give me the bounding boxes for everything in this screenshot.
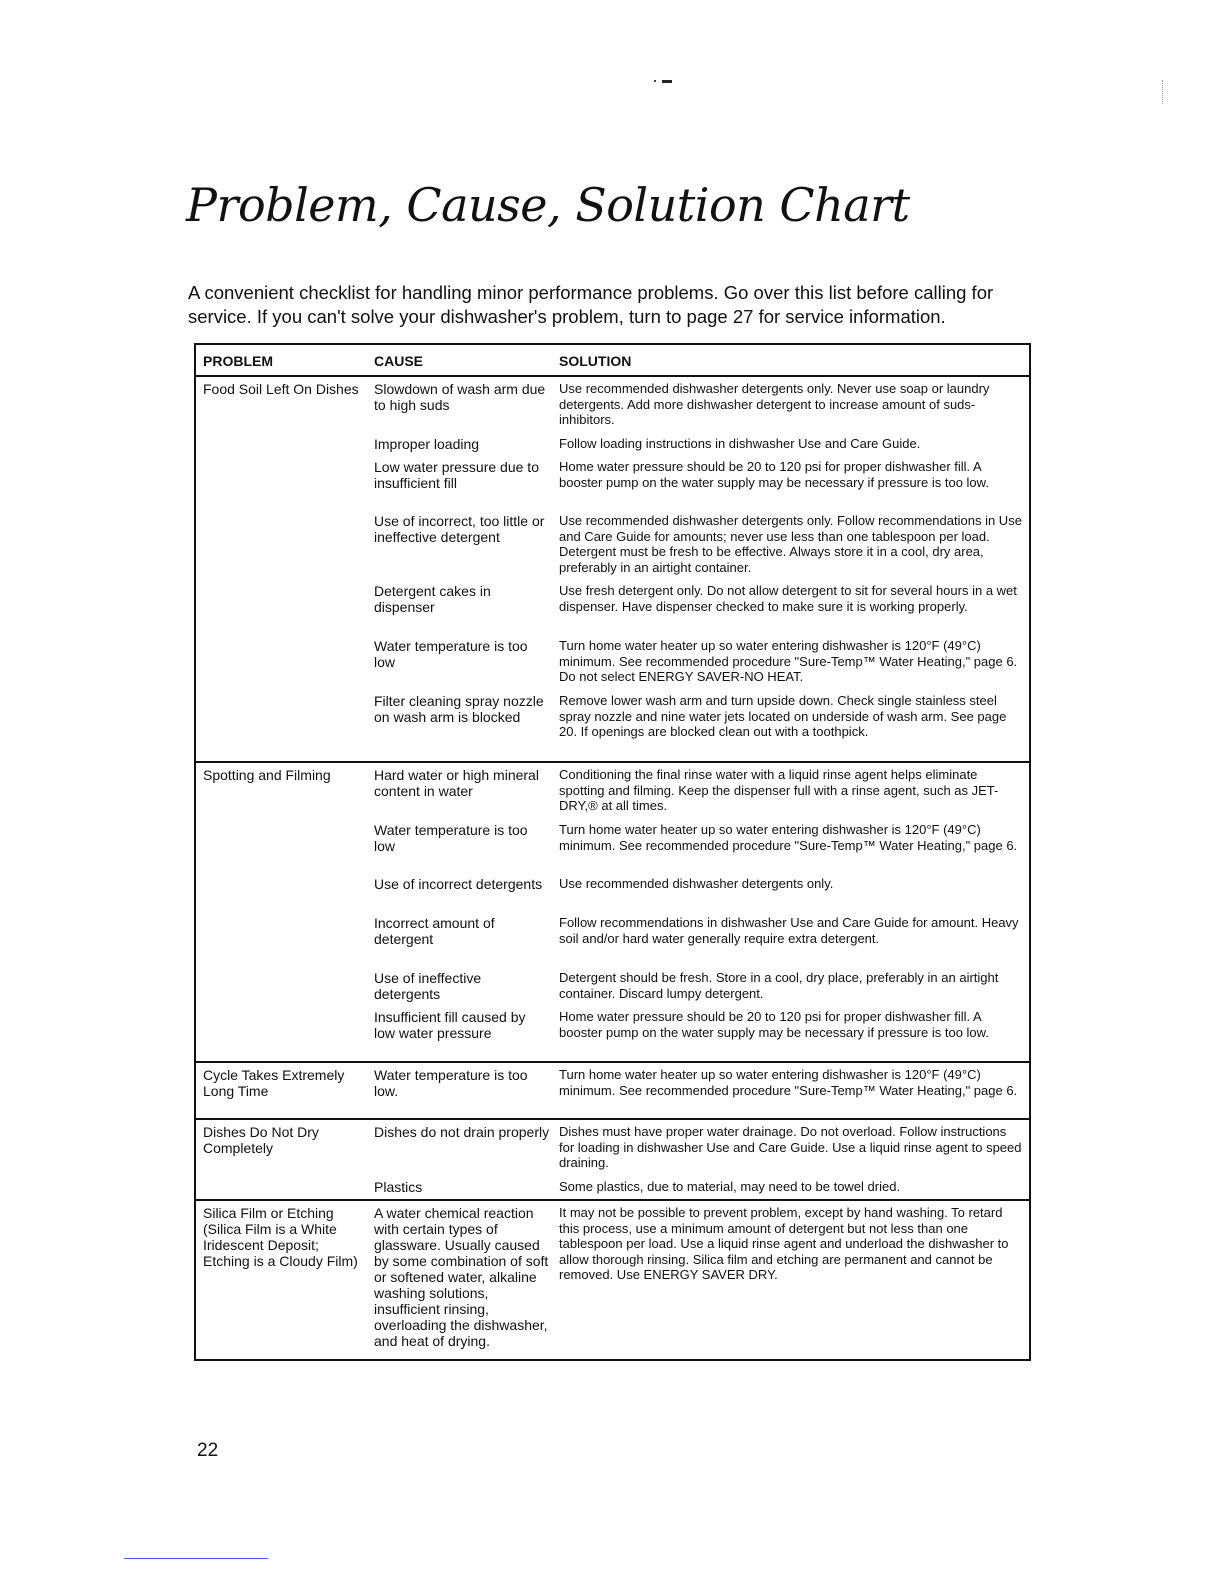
table-row xyxy=(369,436,1029,459)
solution-cell: It may not be possible to prevent problem, except by hand washing. To retard this process, use a minimum amount of detergent but not less than one tablespoon per load. Use a liquid rinse agent and underload the dishwasher to allow thorough rinsing. Silica film and etching are permanent and cannot be removed. Use ENERGY SAVER DRY. xyxy=(559,1205,1009,1282)
table-row xyxy=(369,377,1029,436)
cause-cell: Hard water or high mineral content in water xyxy=(374,767,539,799)
scan-mark xyxy=(662,80,672,83)
solution-cell: Turn home water heater up so water entering dishwasher is 120°F (49°C) minimum. See recommended procedure "Sure-Temp™ Water Heating," page 6. Do not select ENERGY SAVER-NO HEAT. xyxy=(559,638,1018,684)
cause-cell: Slowdown of wash arm due to high suds xyxy=(374,381,546,413)
solution-cell: Turn home water heater up so water entering dishwasher is 120°F (49°C) minimum. See recommended procedure "Sure-Temp™ Water Heating," page 6. xyxy=(559,1067,1018,1098)
solution-cell: Home water pressure should be 20 to 120 psi for proper dishwasher fill. A booster pump on the water supply may be necessary if pressure is too low. xyxy=(559,1009,989,1040)
table-row xyxy=(369,583,1029,638)
cause-cell: Plastics xyxy=(374,1179,423,1195)
cause-cell: Water temperature is too low xyxy=(374,638,528,670)
cause-cell: Incorrect amount of detergent xyxy=(374,915,495,947)
problem-cell: Dishes Do Not Dry Completely xyxy=(203,1124,319,1156)
cause-cell: Water temperature is too low xyxy=(374,822,528,854)
cause-cell: Dishes do not drain properly xyxy=(374,1124,550,1140)
footer-rule xyxy=(124,1558,268,1559)
solution-cell: Follow loading instructions in dishwasher Use and Care Guide. xyxy=(559,436,921,451)
header-solution: SOLUTION xyxy=(559,353,632,369)
solution-cell: Use fresh detergent only. Do not allow detergent to sit for several hours in a wet dispenser. Have dispenser checked to make sure it is working properly. xyxy=(559,583,1017,614)
problem-cell: Food Soil Left On Dishes xyxy=(203,381,359,397)
page-number: 22 xyxy=(197,1440,219,1461)
header-cause: CAUSE xyxy=(374,353,424,369)
solution-cell: Remove lower wash arm and turn upside down. Check single stainless steel spray nozzle and nine water jets located on underside of wash arm. See page 20. If openings are blocked clean out with a toothpick. xyxy=(559,693,1007,739)
solution-cell: Detergent should be fresh. Store in a cool, dry place, preferably in an airtight container. Discard lumpy detergent. xyxy=(559,970,999,1001)
table-row xyxy=(369,1201,1029,1349)
problem-cause-solution-table xyxy=(194,343,1031,1361)
cause-cell: Improper loading xyxy=(374,436,480,452)
table-section xyxy=(196,763,1029,1063)
cause-cell: Filter cleaning spray nozzle on wash arm is blocked xyxy=(374,693,544,725)
edge-marks xyxy=(1162,80,1164,104)
problem-cell: Cycle Takes Extremely Long Time xyxy=(203,1067,345,1099)
table-row xyxy=(369,763,1029,822)
cause-cell: Use of ineffective detergents xyxy=(374,970,482,1002)
problem-cell: Silica Film or Etching (Silica Film is a White Iridescent Deposit; Etching is a Cloudy Film) xyxy=(203,1205,358,1269)
solution-cell: Follow recommendations in dishwasher Use and Care Guide for amount. Heavy soil and/or hard water generally require extra detergent. xyxy=(559,915,1019,946)
table-row xyxy=(369,1009,1029,1041)
table-section xyxy=(196,1120,1029,1201)
table-row xyxy=(369,638,1029,693)
page-title: Problem, Cause, Solution Chart xyxy=(186,178,910,232)
table-row xyxy=(369,876,1029,915)
table-row xyxy=(369,1120,1029,1179)
solution-cell: Dishes must have proper water drainage. Do not overload. Follow instructions for loading in dishwasher Use and Care Guide. Use a liquid rinse agent to speed draining. xyxy=(559,1124,1022,1170)
cause-cell: Low water pressure due to insufficient fill xyxy=(374,459,539,491)
solution-cell: Some plastics, due to material, may need to be towel dried. xyxy=(559,1179,901,1194)
table-row xyxy=(369,693,1029,740)
table-row xyxy=(369,1179,1029,1195)
cause-cell: Detergent cakes in dispenser xyxy=(374,583,491,615)
table-row xyxy=(369,970,1029,1009)
solution-cell: Turn home water heater up so water entering dishwasher is 120°F (49°C) minimum. See recommended procedure "Sure-Temp™ Water Heating," page 6. xyxy=(559,822,1018,853)
header-problem: PROBLEM xyxy=(203,353,273,369)
table-row xyxy=(369,513,1029,583)
table-section xyxy=(196,377,1029,763)
solution-cell: Use recommended dishwasher detergents only. Never use soap or laundry detergents. Add more dishwasher detergent to increase amount of suds-inhibitors. xyxy=(559,381,990,427)
scan-mark-dot xyxy=(654,80,656,82)
cause-cell: Water temperature is too low. xyxy=(374,1067,528,1099)
intro-paragraph: A convenient checklist for handling minor performance problems. Go over this list before calling for service. If you can't solve your dishwasher's problem, turn to page 27 for service information. xyxy=(188,282,994,327)
solution-cell: Home water pressure should be 20 to 120 psi for proper dishwasher fill. A booster pump on the water supply may be necessary if pressure is too low. xyxy=(559,459,989,490)
problem-cell: Spotting and Filming xyxy=(203,767,331,783)
solution-cell: Use recommended dishwasher detergents only. Follow recommendations in Use and Care Guide for amounts; never use less than one tablespoon per load. Detergent must be fresh to be effective. Always store it in a cool, dry area, preferably in an airtight container. xyxy=(559,513,1022,575)
cause-cell: Use of incorrect detergents xyxy=(374,876,543,892)
solution-cell: Use recommended dishwasher detergents only. xyxy=(559,876,834,891)
table-row xyxy=(369,915,1029,970)
table-row xyxy=(369,459,1029,513)
table-header xyxy=(196,345,1029,377)
cause-cell: A water chemical reaction with certain types of glassware. Usually caused by some combination of soft or softened water, alkaline washing solutions, insufficient rinsing, overloading the dishwasher, and heat of drying. xyxy=(374,1205,549,1349)
solution-cell: Conditioning the final rinse water with a liquid rinse agent helps eliminate spotting and filming. Keep the dispenser full with a rinse agent, such as JET-DRY,® at all times. xyxy=(559,767,999,813)
cause-cell: Use of incorrect, too little or ineffective detergent xyxy=(374,513,545,545)
table-section xyxy=(196,1063,1029,1120)
table-row xyxy=(369,1063,1029,1099)
table-row xyxy=(369,822,1029,876)
cause-cell: Insufficient fill caused by low water pressure xyxy=(374,1009,526,1041)
table-section xyxy=(196,1201,1029,1349)
